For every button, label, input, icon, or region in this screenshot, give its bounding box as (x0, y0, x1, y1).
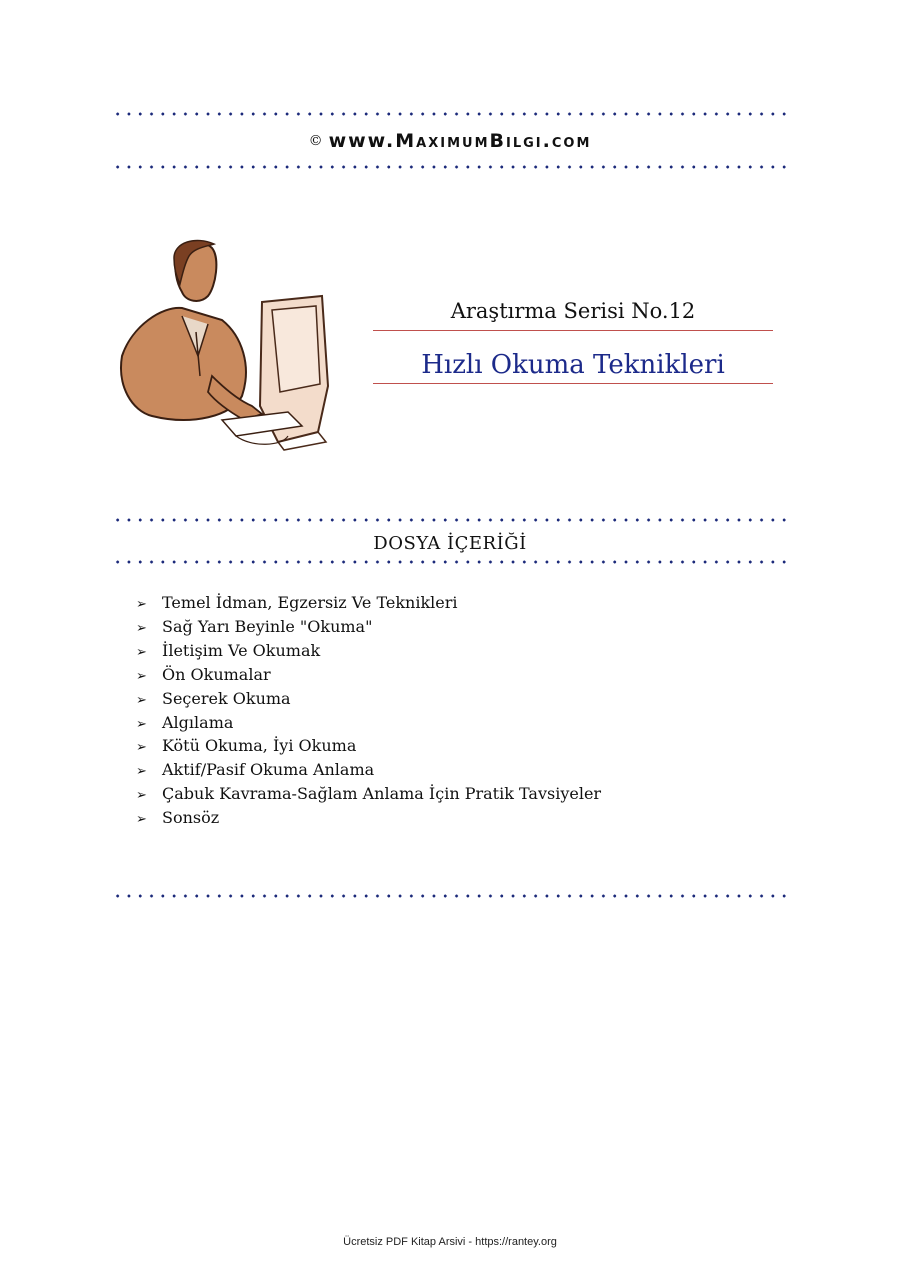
arrow-bullet-icon: ➢ (136, 812, 147, 828)
list-item: ➢ Sağ Yarı Beyinle "Okuma" (136, 616, 601, 640)
arrow-bullet-icon: ➢ (136, 788, 147, 804)
arrow-bullet-icon: ➢ (136, 764, 147, 780)
dotted-divider-bottom (112, 894, 790, 898)
dotted-divider-contents-top (112, 518, 790, 522)
dotted-divider-contents-bottom (112, 560, 790, 564)
contents-heading: DOSYA İÇERİĞİ (373, 533, 527, 554)
arrow-bullet-icon: ➢ (136, 668, 147, 684)
list-item: ➢ Ön Okumalar (136, 664, 601, 688)
list-item: ➢ Temel İdman, Egzersiz Ve Teknikleri (136, 592, 601, 616)
document-title: Hızlı Okuma Teknikleri (421, 350, 725, 380)
list-item: ➢ Aktif/Pasif Okuma Anlama (136, 759, 601, 783)
site-url: www.MaximumBilgi.com (328, 130, 592, 152)
arrow-bullet-icon: ➢ (136, 740, 147, 756)
copyright-symbol: © (308, 133, 323, 149)
contents-list (136, 592, 601, 831)
arrow-bullet-icon: ➢ (136, 597, 147, 612)
title-underline (373, 383, 773, 384)
arrow-bullet-icon: ➢ (136, 620, 147, 636)
series-label: Araştırma Serisi No.12 (450, 299, 696, 323)
arrow-bullet-icon: ➢ (136, 692, 147, 708)
dotted-divider-top (112, 112, 790, 116)
list-item: ➢ Çabuk Kavrama-Sağlam Anlama İçin Pratik Tavsiyeler (136, 783, 601, 807)
series-underline (373, 330, 773, 331)
arrow-bullet-icon: ➢ (136, 716, 147, 732)
arrow-bullet-icon: ➢ (136, 644, 147, 660)
footer-note: Ücretsiz PDF Kitap Arsivi - https://rantey.org (343, 1236, 557, 1248)
dotted-divider-header-bottom (112, 165, 790, 169)
list-item: ➢ İletişim Ve Okumak (136, 640, 601, 664)
list-item: ➢ Sonsöz (136, 807, 601, 831)
man-at-computer-illustration (112, 236, 334, 452)
site-banner (0, 130, 900, 152)
list-item: ➢ Algılama (136, 712, 601, 736)
list-item: ➢ Kötü Okuma, İyi Okuma (136, 735, 601, 759)
list-item: ➢ Seçerek Okuma (136, 688, 601, 712)
